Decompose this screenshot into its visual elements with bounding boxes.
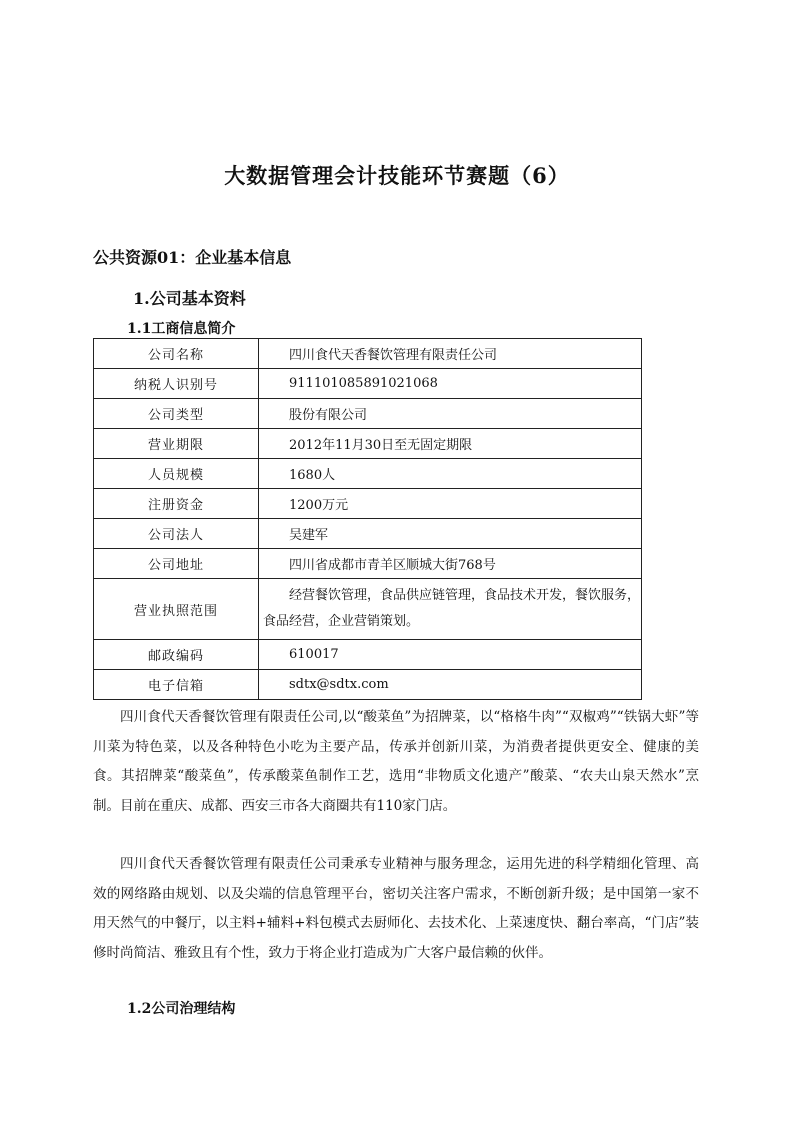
table-row — [94, 640, 642, 670]
table-row — [94, 549, 642, 579]
table-key: 注册资金 — [94, 489, 259, 519]
table-value: 吴建军 — [259, 519, 642, 549]
heading-business-info: 1.1工商信息简介 — [127, 321, 236, 337]
section-heading: 公共资源01：企业基本信息 — [93, 248, 292, 267]
table-value: 股份有限公司 — [259, 399, 642, 429]
table-row — [94, 519, 642, 549]
business-scope-text: 经营餐饮管理，食品供应链管理，食品技术开发，餐饮服务，食品经营，企业营销策划。 — [263, 588, 641, 629]
company-intro-paragraph: 四川食代天香餐饮管理有限责任公司,以“酸菜鱼”为招牌菜，以“格格牛肉”“双椒鸡”“铁锅大虾”等川菜为特色菜，以及各种特色小吃为主要产品，传承并创新川菜，为消费者提供更安全、健康的美食。其招牌菜“酸菜鱼”，传承酸菜鱼制作工艺，选用“非物质文化遗产”酸菜、“农夫山泉天然水”烹制。目前在重庆、成都、西安三市各大商圈共有110家门店。 — [93, 709, 699, 814]
company-info-table — [93, 338, 642, 700]
table-value: 四川省成都市青羊区顺城大街768号 — [259, 549, 642, 579]
table-value: 四川食代天香餐饮管理有限责任公司 — [259, 339, 642, 369]
table-row — [94, 579, 642, 640]
table-key: 营业执照范围 — [94, 579, 259, 640]
table-row — [94, 429, 642, 459]
table-key: 纳税人识别号 — [94, 369, 259, 399]
document-title: 大数据管理会计技能环节赛题（6） — [224, 163, 570, 188]
table-row — [94, 399, 642, 429]
table-value — [259, 579, 642, 640]
table-value: 610017 — [259, 640, 642, 670]
table-key: 公司法人 — [94, 519, 259, 549]
table-key: 公司地址 — [94, 549, 259, 579]
table-row — [94, 369, 642, 399]
company-philosophy-paragraph: 四川食代天香餐饮管理有限责任公司秉承专业精神与服务理念，运用先进的科学精细化管理、高效的网络路由规划、以及尖端的信息管理平台，密切关注客户需求，不断创新升级；是中国第一家不用天然气的中餐厅，以主料+辅料+料包模式去厨师化、去技术化、上菜速度快、翻台率高，“门店”装修时尚简洁、雅致且有个性，致力于将企业打造成为广大客户最信赖的伙伴。 — [93, 856, 699, 961]
table-value: 911101085891021068 — [259, 369, 642, 399]
table-key: 电子信箱 — [94, 670, 259, 700]
table-value: 1200万元 — [259, 489, 642, 519]
table-row — [94, 670, 642, 700]
table-key: 邮政编码 — [94, 640, 259, 670]
table-value: 1680人 — [259, 459, 642, 489]
table-value: 2012年11月30日至无固定期限 — [259, 429, 642, 459]
table-row — [94, 489, 642, 519]
table-key: 公司名称 — [94, 339, 259, 369]
table-key: 人员规模 — [94, 459, 259, 489]
table-key: 公司类型 — [94, 399, 259, 429]
table-value: sdtx@sdtx.com — [259, 670, 642, 700]
heading-company-basics: 1.公司基本资料 — [133, 289, 246, 308]
table-row — [94, 459, 642, 489]
table-key: 营业期限 — [94, 429, 259, 459]
heading-governance-structure: 1.2公司治理结构 — [127, 1001, 236, 1017]
table-row — [94, 339, 642, 369]
